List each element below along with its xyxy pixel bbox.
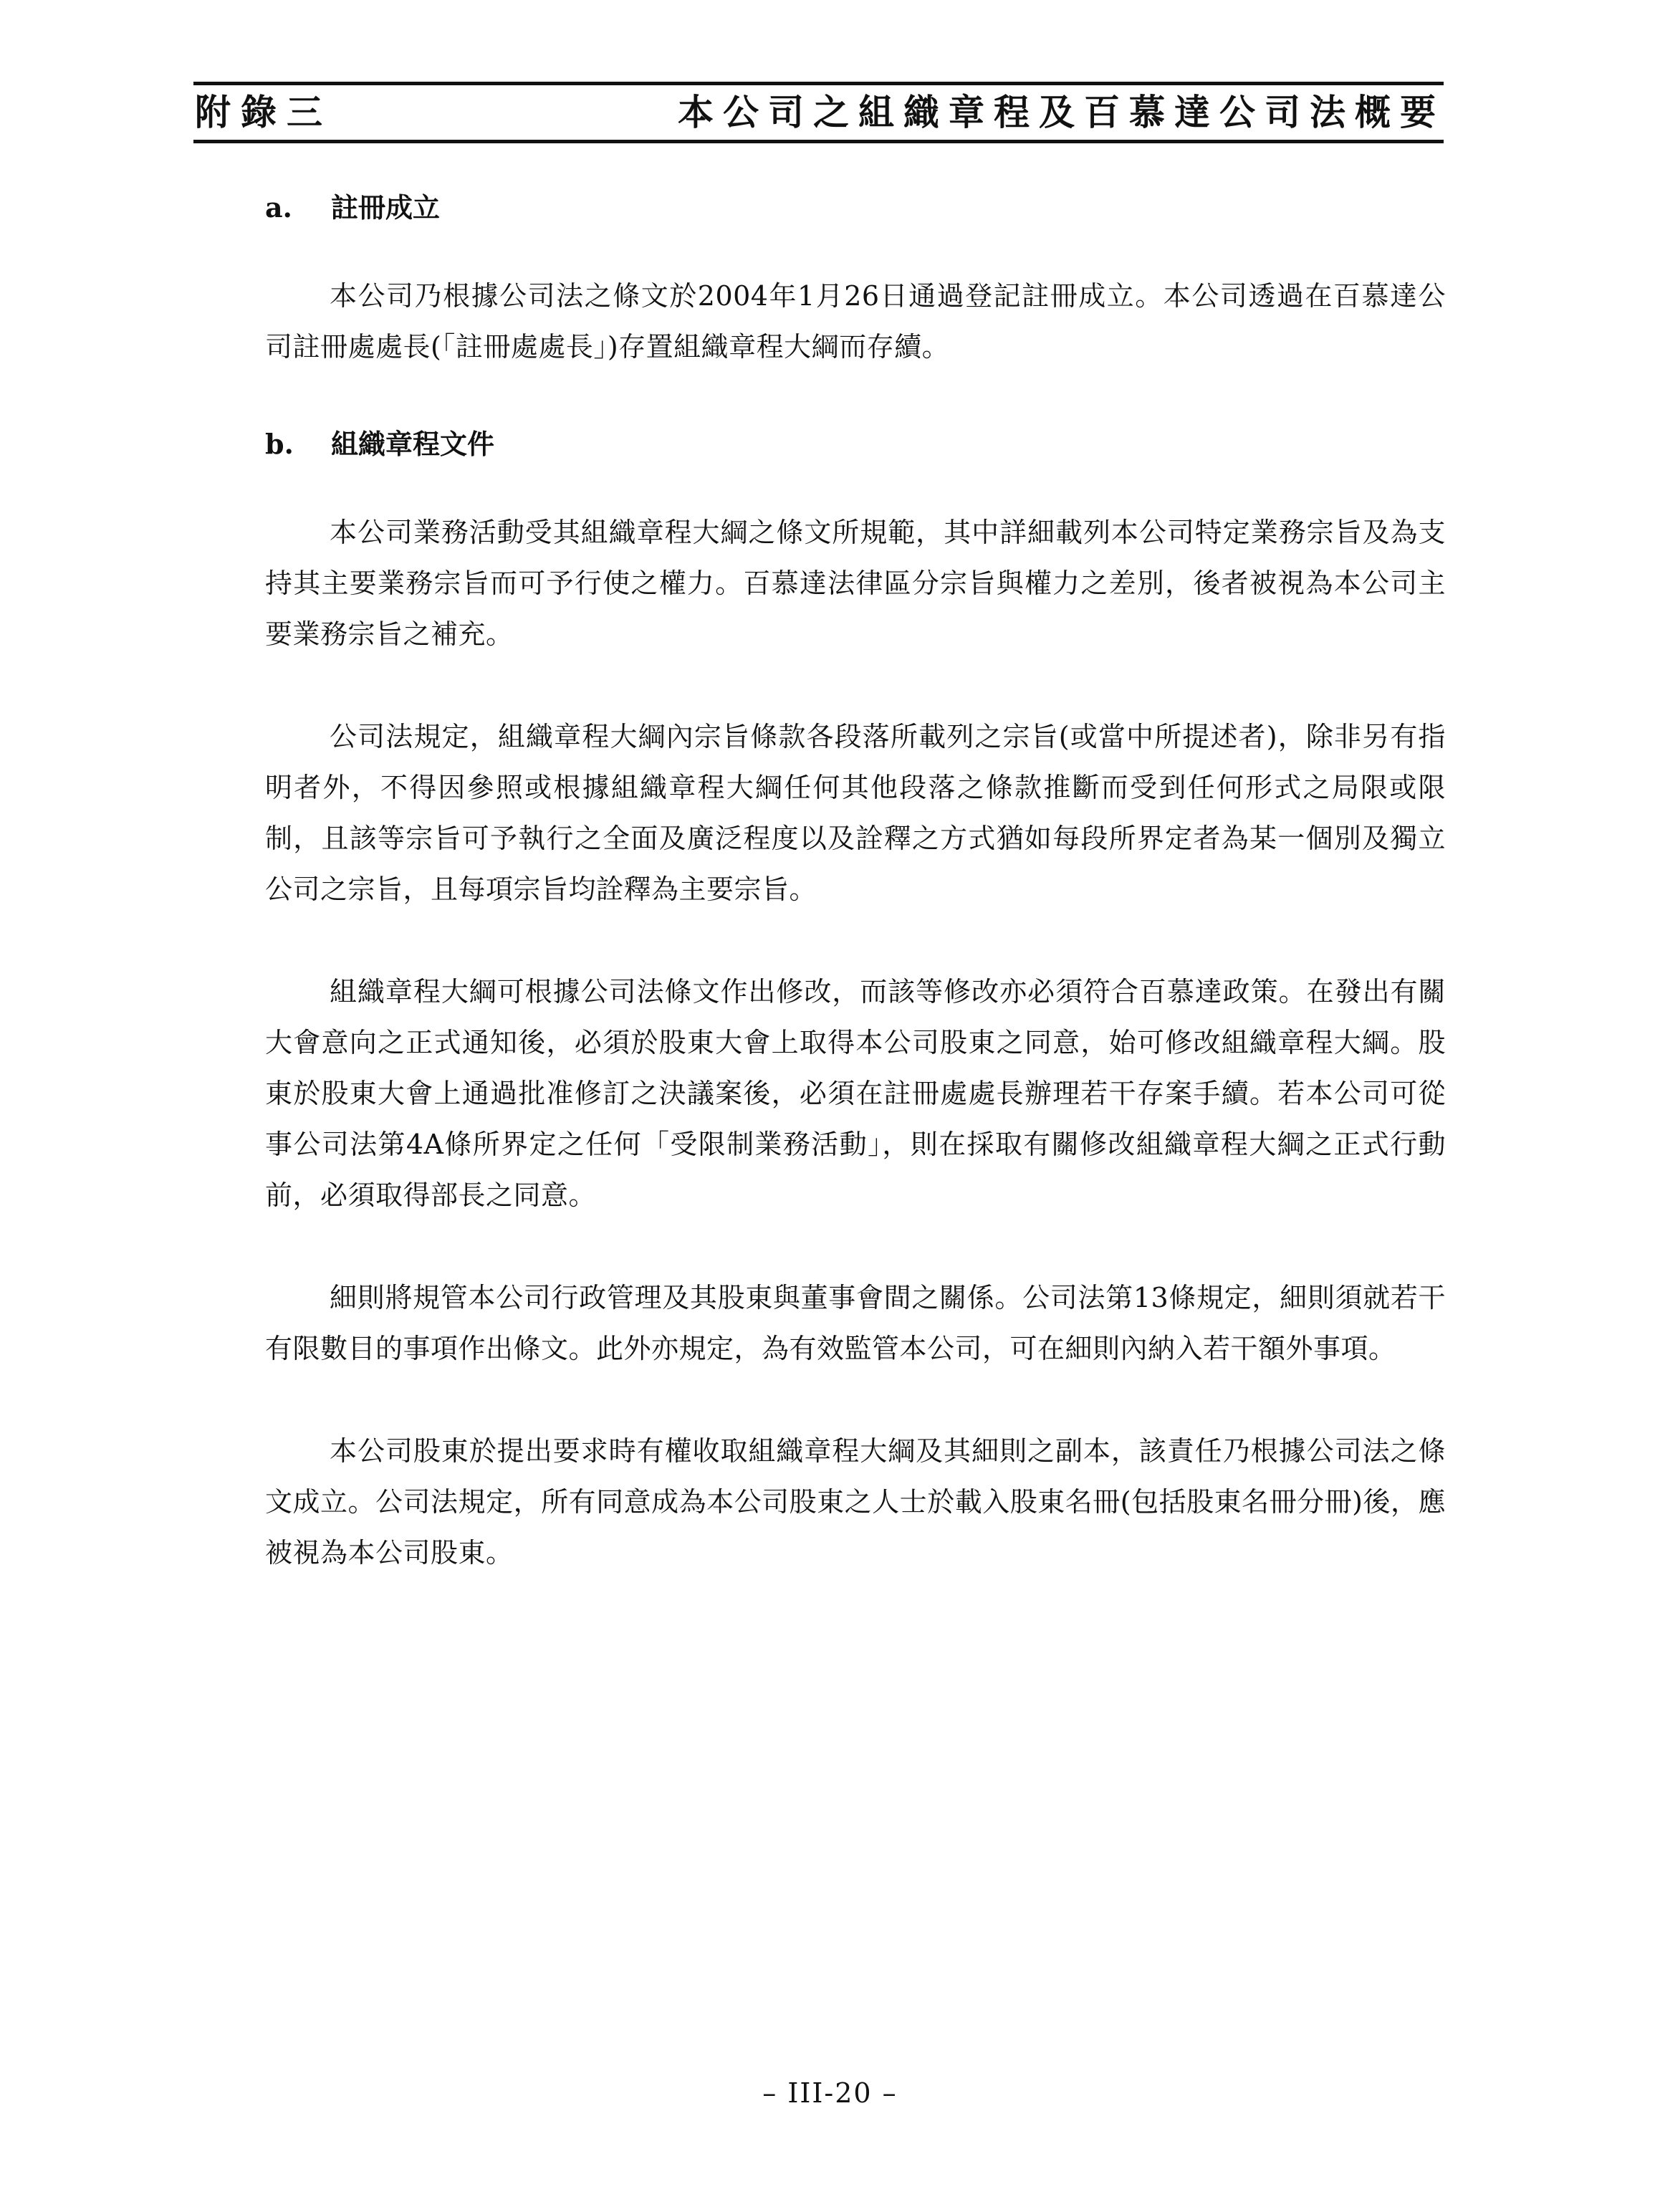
section-marker: a. xyxy=(265,191,292,224)
header-title: 本公司之組織章程及百慕達公司法概要 xyxy=(678,91,1445,133)
section-marker: b. xyxy=(265,428,294,460)
appendix-label: 附錄三 xyxy=(195,91,332,133)
header-top-rule xyxy=(193,82,1444,85)
section-heading-a xyxy=(265,188,1446,228)
page-number: – III-20 – xyxy=(762,2077,898,2109)
paragraph: 細則將規管本公司行政管理及其股東與董事會間之關係。公司法第13條規定，細則須就若干有限數目的事項作出條文。此外亦規定，為有效監管本公司，可在細則內納入若干額外事項。 xyxy=(265,1282,1446,1364)
paragraph: 組織章程大綱可根據公司法條文作出修改，而該等修改亦必須符合百慕達政策。在發出有關大會意向之正式通知後，必須於股東大會上取得本公司股東之同意，始可修改組織章程大綱。股東於股東大會上通過批准修訂之決議案後，必須在註冊處處長辦理若干存案手續。若本公司可從事公司法第4A條所界定之任何「受限制業務活動」，則在採取有關修改組織章程大綱之正式行動前，必須取得部長之同意。 xyxy=(265,976,1446,1211)
header-bottom-rule xyxy=(193,140,1444,143)
section-title: 組織章程文件 xyxy=(331,428,495,460)
paragraph: 本公司業務活動受其組織章程大綱之條文所規範，其中詳細載列本公司特定業務宗旨及為支持其主要業務宗旨而可予行使之權力。百慕達法律區分宗旨與權力之差別，後者被視為本公司主要業務宗旨之補充。 xyxy=(265,517,1446,650)
section-title: 註冊成立 xyxy=(331,191,441,224)
paragraph: 本公司乃根據公司法之條文於2004年1月26日通過登記註冊成立。本公司透過在百慕達公司註冊處處長(「註冊處處長」)存置組織章程大綱而存續。 xyxy=(265,280,1446,363)
section-heading-b xyxy=(265,424,1446,464)
paragraph: 本公司股東於提出要求時有權收取組織章程大綱及其細則之副本，該責任乃根據公司法之條文成立。公司法規定，所有同意成為本公司股東之人士於載入股東名冊(包括股東名冊分冊)後，應被視為本公司股東。 xyxy=(265,1435,1446,1569)
paragraph: 公司法規定，組織章程大綱內宗旨條款各段落所載列之宗旨(或當中所提述者)，除非另有指明者外，不得因參照或根據組織章程大綱任何其他段落之條款推斷而受到任何形式之局限或限制，且該等宗旨可予執行之全面及廣泛程度以及詮釋之方式猶如每段所界定者為某一個別及獨立公司之宗旨，且每項宗旨均詮釋為主要宗旨。 xyxy=(265,721,1446,905)
document-body xyxy=(265,188,1446,1579)
